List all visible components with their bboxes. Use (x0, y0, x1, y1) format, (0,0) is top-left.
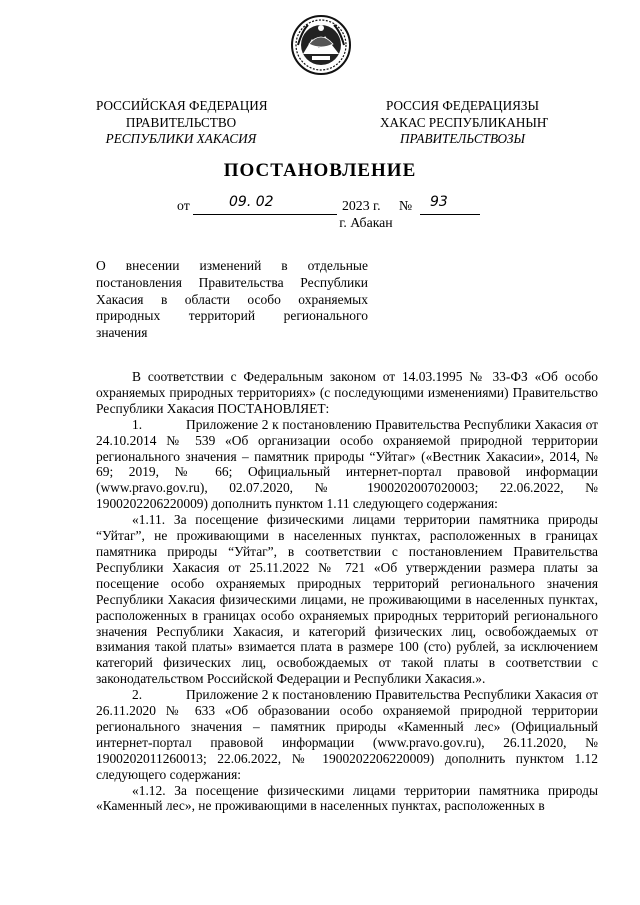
header-right (380, 98, 549, 148)
date-prefix: от (177, 198, 190, 213)
document-subject: О внесении изменений в отдельные постановления Правительства Республики Хакасия в области особо охраняемых природных территорий регионального значения (96, 258, 368, 341)
date-handwritten: 09. 02 (229, 194, 274, 210)
header-left-line-2: ПРАВИТЕЛЬСТВО (125, 114, 237, 130)
item-1-number: 1. (132, 416, 143, 432)
header-right-line-3: ПРАВИТЕЛЬСТВОЗЫ (399, 131, 525, 146)
item-2-paragraph (96, 687, 598, 782)
document-title: ПОСТАНОВЛЕНИЕ (223, 160, 417, 181)
header-left-line-1: РОССИЙСКАЯ ФЕДЕРАЦИЯ (96, 98, 268, 113)
item-2-quote-paragraph: «1.12. За посещение физическими лицами территории памятника природы «Каменный лес», не проживающими в населенных пунктах, расположенных в (96, 782, 598, 814)
item-2-number: 2. (132, 687, 143, 703)
number-sign: № (399, 198, 413, 213)
document-body (96, 369, 598, 814)
item-1-quote-paragraph: «1.11. За посещение физическими лицами территории памятника природы “Уйтаг”, не проживающими в населенных пунктах, расположенных в границах памятника природы “Уйтаг”, в соответствии с постановлением Правительства Республики Хакасия от 25.11.2022 № 721 «Об утверждении размера платы за посещение особо охраняемых природных территорий регионального значения Республики Хакасия физическими лицами, не проживающими в населенных пунктах, расположенных в границах особо охраняемых природных территорий регионального значения Республики Хакасия, и категорий физических лиц, освобождаемых от взимания такой платы» взимается плата в размере 100 (сто) рублей, за исключением категорий физических лиц, освобождаемых от такой платы в соответствии с законодательством Российской Федерации и Республики Хакасия.». (96, 512, 598, 687)
item-1-text: Приложение 2 к постановлению Правительства Республики Хакасия от 24.10.2014 № 539 «Об организации особо охраняемой природной территории регионального значения – памятник природы “Уйтаг» («Вестник Хакасии», 2014, № 69; 2019, № 66; Официальный интернет-портал правовой информации (www.pravo.gov.ru), 02.07.2020, № 1900202007020003; 22.06.2022, № 1900202206220009) дополнить пунктом 1.11 следующего содержания: (96, 416, 598, 512)
header-left-line-3: РЕСПУБЛИКИ ХАКАСИЯ (105, 131, 257, 146)
item-2-text: Приложение 2 к постановлению Правительства Республики Хакасия от 26.11.2020 № 633 «Об образовании особо охраняемой природной территории регионального значения – памятник природы «Каменный лес» (Официальный интернет-портал правовой информации (www.pravo.gov.ru), 26.11.2020, № 1900202011260013; 22.06.2022, № 1900202206220009) дополнить пунктом 1.12 следующего содержания: (96, 687, 598, 782)
number-handwritten: 93 (430, 194, 448, 210)
coat-of-arms-emblem-icon (290, 14, 352, 76)
header-right-line-2: ХАКАС РЕСПУБЛИКАНЫҤ (380, 114, 549, 130)
intro-paragraph: В соответствии с Федеральным законом от 14.03.1995 № 33-ФЗ «Об особо охраняемых природных территориях» (с последующими изменениями) Правительство Республики Хакасия ПОСТАНОВЛЯЕТ: (96, 369, 598, 416)
year-text: 2023 г. (342, 198, 381, 213)
header-left (96, 98, 266, 148)
city-line (0, 215, 640, 231)
number-underline (420, 194, 480, 215)
city-name: г. Абакан (339, 215, 393, 230)
header-right-line-1: РОССИЯ ФЕДЕРАЦИЯЗЫ (385, 98, 540, 113)
date-underline (193, 194, 337, 215)
item-1-paragraph (96, 417, 598, 512)
